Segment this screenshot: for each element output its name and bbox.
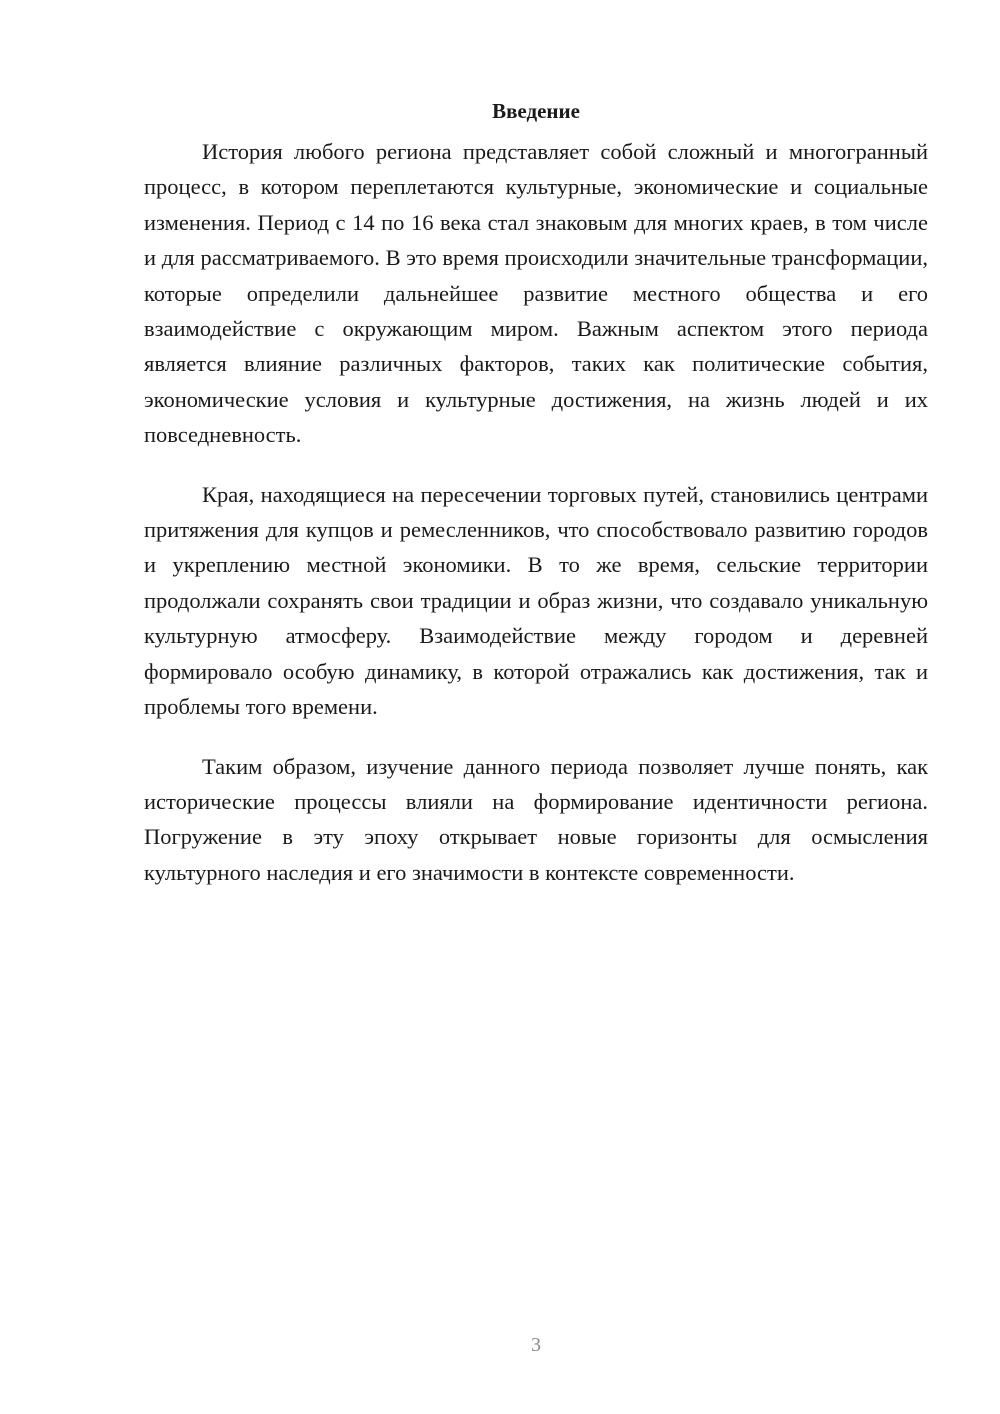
paragraph-1: История любого региона представляет собой сложный и многогранный процесс, в котором переплетаются культурные, экономические и социальные изменения. Период с 14 по 16 века стал знаковым для многих краев, в том числе и для рассматриваемого. В это время происходили значительные трансформации, которые определили дальнейшее развитие местного общества и его взаимодействие с окружающим миром. Важным аспектом этого периода является влияние различных факторов, таких как политические события, экономические условия и культурные достижения, на жизнь людей и их повседневность.: [144, 139, 928, 448]
section-title: Введение: [492, 99, 580, 123]
paragraph-3: Таким образом, изучение данного периода позволяет лучше понять, как исторические процессы влияли на формирование идентичности региона. Погружение в эту эпоху открывает новые горизонты для осмысления культурного наследия и его значимости в контексте современности.: [144, 753, 928, 885]
page-content: [144, 94, 928, 914]
paragraph-2: Края, находящиеся на пересечении торговых путей, становились центрами притяжения для купцов и ремесленников, что способствовало развитию городов и укреплению местной экономики. В то же время, сельские территории продолжали сохранять свои традиции и образ жизни, что создавало уникальную культурную атмосферу. Взаимодействие между городом и деревней формировало особую динамику, в которой отражались как достижения, так и проблемы того времени.: [144, 481, 928, 720]
page-number: 3: [531, 1334, 541, 1356]
